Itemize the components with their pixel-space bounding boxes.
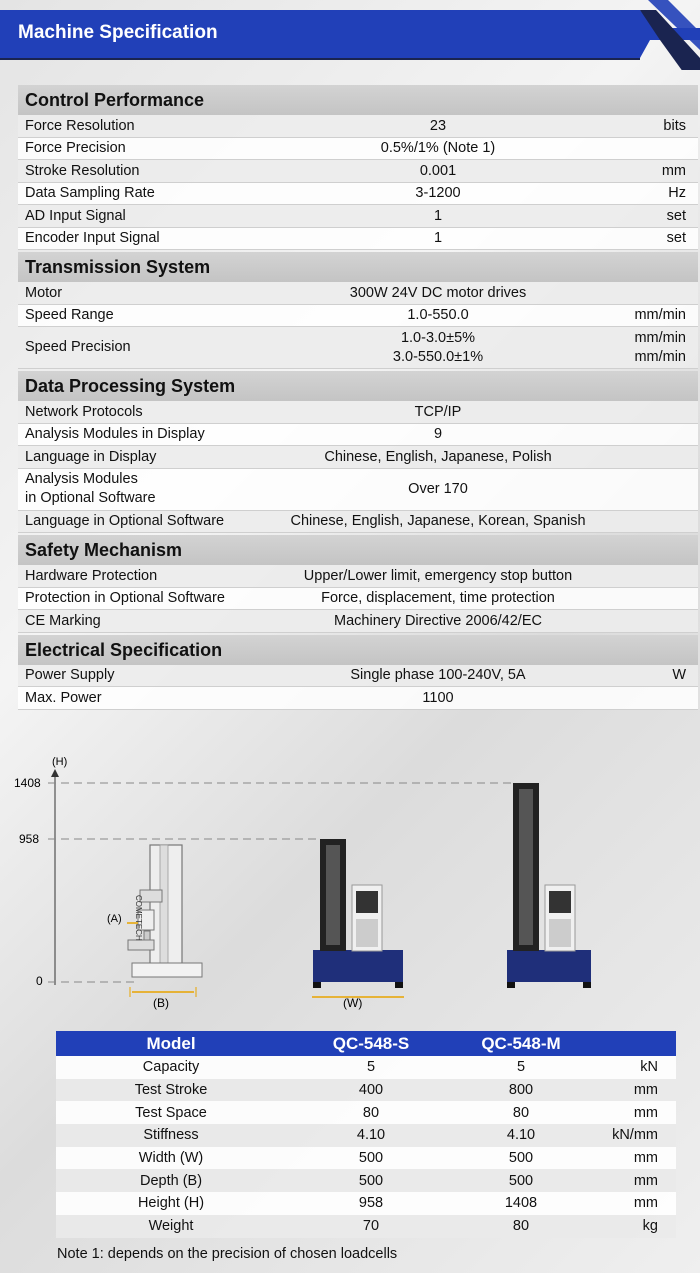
spec-value: Machinery Directive 2006/42/EC — [334, 612, 542, 629]
spec-label: CE Marking — [25, 612, 101, 629]
spec-label: Motor — [25, 284, 63, 301]
spec-value: Chinese, English, Japanese, Korean, Spanish — [290, 513, 586, 530]
spec-unit-line: mm/min — [634, 329, 686, 346]
spec-unit: mm — [661, 162, 686, 179]
spec-value: Chinese, English, Japanese, Polish — [324, 448, 552, 465]
spec-label: AD Input Signal — [25, 207, 126, 224]
spec-row — [18, 305, 698, 328]
section-title: Transmission System — [18, 252, 698, 282]
spec-row — [18, 282, 698, 305]
spec-row — [18, 138, 698, 161]
spec-value: Single phase 100-240V, 5A — [350, 667, 526, 684]
machine-qc548s-image — [313, 839, 403, 988]
side-view-drawing — [128, 845, 202, 997]
spec-label: Stroke Resolution — [25, 162, 140, 179]
machine-qc548m-image — [507, 783, 591, 988]
spec-label-line: in Optional Software — [25, 490, 156, 506]
spec-row — [18, 687, 698, 710]
section-title: Control Performance — [18, 85, 698, 115]
spec-label: Data Sampling Rate — [25, 185, 155, 202]
spec-row — [18, 665, 698, 688]
table-cell: kN/mm — [586, 1124, 676, 1147]
spec-row — [18, 446, 698, 469]
section-data-processing — [18, 371, 698, 533]
table-cell: kg — [586, 1215, 676, 1238]
spec-row — [18, 327, 698, 369]
header-banner — [0, 0, 700, 70]
spec-row — [18, 115, 698, 138]
table-row — [56, 1079, 676, 1102]
spec-row — [18, 610, 698, 633]
spec-value-line: 1.0-3.0±5% — [400, 329, 476, 346]
table-cell: Test Stroke — [56, 1079, 286, 1102]
brand-text: COMETECH — [134, 895, 143, 941]
table-cell: 4.10 — [286, 1124, 456, 1147]
spec-value-line: 3.0-550.0±1% — [392, 348, 484, 365]
table-cell: 5 — [456, 1056, 586, 1079]
spec-label: Encoder Input Signal — [25, 230, 160, 247]
spec-row — [18, 183, 698, 206]
spec-row — [18, 511, 698, 534]
table-cell: 4.10 — [456, 1124, 586, 1147]
section-transmission-system — [18, 252, 698, 369]
table-cell: 80 — [286, 1101, 456, 1124]
spec-label: Network Protocols — [25, 403, 143, 420]
spec-unit-line: mm/min — [634, 348, 686, 365]
spec-row — [18, 588, 698, 611]
spec-value: 3-1200 — [415, 185, 461, 202]
table-row — [56, 1192, 676, 1215]
spec-value: 1 — [433, 207, 443, 224]
spec-label-line: Analysis Modules — [25, 471, 138, 487]
spec-table — [18, 83, 698, 710]
dimension-w-label: (W) — [343, 996, 363, 1010]
table-cell: 958 — [286, 1192, 456, 1215]
spec-value: 0.5%/1% (Note 1) — [380, 140, 496, 157]
table-cell: 800 — [456, 1079, 586, 1102]
spec-value: 1.0-550.0 — [407, 307, 469, 324]
section-title: Safety Mechanism — [18, 535, 698, 565]
spec-unit: bits — [663, 117, 686, 134]
spec-label: Hardware Protection — [25, 567, 158, 584]
spec-label: Power Supply — [25, 667, 115, 684]
spec-value: 9 — [433, 426, 443, 443]
spec-value: TCP/IP — [414, 403, 462, 420]
model-comparison-table — [56, 1031, 676, 1238]
table-row — [56, 1147, 676, 1170]
spec-row — [18, 424, 698, 447]
spec-label — [18, 470, 268, 508]
spec-unit: set — [666, 230, 686, 247]
spec-value — [268, 329, 608, 367]
spec-label: Protection in Optional Software — [25, 590, 225, 607]
tick-label-0: 0 — [36, 974, 43, 988]
footnote: Note 1: depends on the precision of chosen loadcells — [57, 1246, 398, 1262]
spec-unit: mm/min — [634, 307, 686, 324]
table-cell: 5 — [286, 1056, 456, 1079]
spec-unit: set — [666, 207, 686, 224]
table-cell: 400 — [286, 1079, 456, 1102]
spec-row — [18, 228, 698, 251]
spec-value: 23 — [429, 117, 447, 134]
table-row — [56, 1056, 676, 1079]
tick-label-1408: 1408 — [14, 776, 41, 790]
spec-unit — [608, 329, 698, 367]
table-cell: mm — [586, 1101, 676, 1124]
spec-unit: W — [672, 667, 686, 684]
table-row — [56, 1101, 676, 1124]
spec-value: 300W 24V DC motor drives — [349, 284, 527, 301]
spec-label: Force Resolution — [25, 117, 135, 134]
table-cell: Weight — [56, 1215, 286, 1238]
spec-label: Analysis Modules in Display — [25, 426, 205, 443]
dimension-a-label: (A) — [107, 913, 122, 925]
table-cell: Stiffness — [56, 1124, 286, 1147]
spec-row — [18, 205, 698, 228]
spec-value: 0.001 — [419, 162, 457, 179]
section-control-performance — [18, 85, 698, 250]
table-cell: 500 — [286, 1147, 456, 1170]
table-cell: mm — [586, 1147, 676, 1170]
table-cell: 500 — [456, 1169, 586, 1192]
spec-label: Speed Range — [25, 307, 114, 324]
table-cell: 80 — [456, 1215, 586, 1238]
table-cell: kN — [586, 1056, 676, 1079]
table-row — [56, 1215, 676, 1238]
section-title: Data Processing System — [18, 371, 698, 401]
spec-label: Language in Optional Software — [25, 513, 225, 530]
section-title: Electrical Specification — [18, 635, 698, 665]
spec-label: Speed Precision — [25, 339, 131, 355]
spec-value: Over 170 — [408, 480, 468, 497]
column-header: QC-548-S — [286, 1031, 456, 1056]
table-cell: Test Space — [56, 1101, 286, 1124]
table-cell: Depth (B) — [56, 1169, 286, 1192]
column-header: Model — [56, 1031, 286, 1056]
table-cell: 1408 — [456, 1192, 586, 1215]
spec-unit: Hz — [668, 185, 686, 202]
spec-row — [18, 401, 698, 424]
machine-dimension-diagram — [0, 735, 700, 1025]
table-header-row — [56, 1031, 676, 1056]
spec-value: 1100 — [422, 689, 454, 706]
axis-arrow-icon — [51, 769, 59, 777]
table-cell: Capacity — [56, 1056, 286, 1079]
spec-value: Force, displacement, time protection — [321, 590, 555, 607]
spec-row — [18, 565, 698, 588]
table-cell: mm — [586, 1079, 676, 1102]
section-safety-mechanism — [18, 535, 698, 633]
table-cell: Width (W) — [56, 1147, 286, 1170]
spec-label: Force Precision — [25, 140, 126, 157]
table-cell: 80 — [456, 1101, 586, 1124]
dimension-b-label: (B) — [153, 996, 169, 1010]
table-cell: 70 — [286, 1215, 456, 1238]
table-cell: Height (H) — [56, 1192, 286, 1215]
table-cell: mm — [586, 1192, 676, 1215]
spec-label: Max. Power — [25, 689, 102, 706]
table-cell: 500 — [286, 1169, 456, 1192]
table-row — [56, 1124, 676, 1147]
table-cell: 500 — [456, 1147, 586, 1170]
height-axis-label: (H) — [52, 756, 68, 768]
column-header: QC-548-M — [456, 1031, 586, 1056]
spec-value: Upper/Lower limit, emergency stop button — [303, 567, 573, 584]
tick-label-958: 958 — [19, 832, 40, 846]
spec-label: Language in Display — [25, 448, 157, 465]
column-header — [586, 1031, 676, 1056]
section-electrical-specification — [18, 635, 698, 710]
spec-value: 1 — [433, 230, 443, 247]
spec-row — [18, 160, 698, 183]
table-cell: mm — [586, 1169, 676, 1192]
spec-row — [18, 469, 698, 511]
page-title: Machine Specification — [18, 22, 218, 43]
table-row — [56, 1169, 676, 1192]
